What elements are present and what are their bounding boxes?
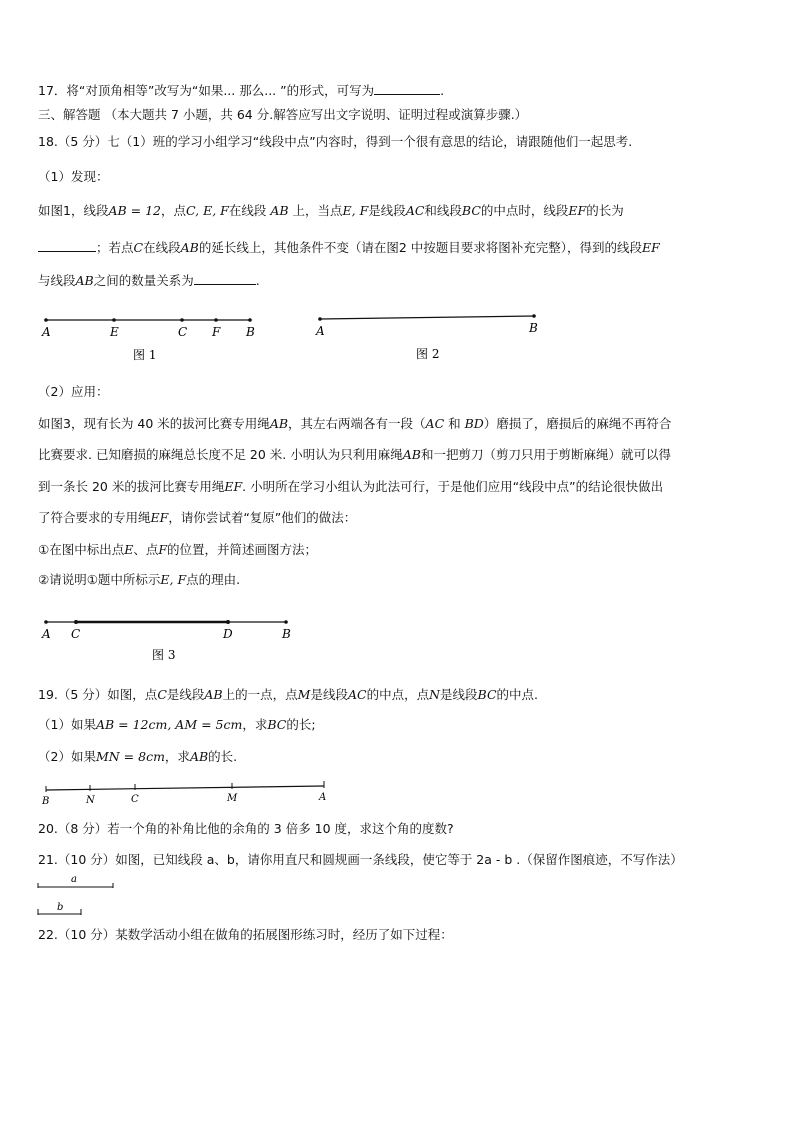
math: E, F bbox=[160, 572, 187, 587]
label-b: B bbox=[246, 325, 255, 339]
text: 的位置，并简述画图方法； bbox=[167, 542, 318, 557]
math: C, E, F bbox=[186, 203, 229, 218]
label-b: B bbox=[42, 796, 50, 807]
label-b: B bbox=[529, 321, 538, 335]
figure-3-caption: 图 3 bbox=[152, 648, 176, 662]
text: . 小明所在学习小组认为此法可行，于是他们应用“线段中点”的结论很快做出 bbox=[242, 479, 664, 494]
label-c: C bbox=[178, 325, 188, 339]
q18-part2-line2 bbox=[38, 447, 671, 463]
q18-part1-line2 bbox=[38, 239, 660, 256]
text: 的长. bbox=[208, 749, 238, 764]
text: ，求 bbox=[164, 749, 190, 764]
text: 在线段 bbox=[143, 240, 181, 255]
label-e: E bbox=[110, 325, 119, 339]
math: EF bbox=[568, 203, 587, 218]
figure-1-caption: 图 1 bbox=[133, 348, 157, 362]
q17-period: . bbox=[440, 83, 445, 98]
text: （2）如果 bbox=[38, 749, 96, 764]
q17-number: 17． bbox=[38, 83, 67, 98]
math: AC bbox=[425, 416, 445, 431]
math: C bbox=[157, 687, 167, 702]
math: AB bbox=[189, 749, 209, 764]
point-f bbox=[214, 318, 218, 322]
text: 与线段 bbox=[38, 273, 76, 288]
text: 在线段 bbox=[228, 203, 267, 218]
label-a: A bbox=[319, 792, 327, 803]
text: 的中点时，线段 bbox=[480, 203, 569, 218]
text: 之间的数量关系为 bbox=[93, 273, 194, 288]
point-b bbox=[532, 314, 536, 318]
q18-relation-blank[interactable] bbox=[194, 272, 256, 285]
text: 的长; bbox=[286, 717, 316, 732]
math: AB bbox=[75, 273, 94, 288]
text: ；若点 bbox=[96, 240, 134, 255]
text: ，请你尝试着“复原”他们的做法： bbox=[168, 510, 357, 525]
label-a: A bbox=[42, 627, 51, 641]
math: AB = 12cm, AM = 5cm bbox=[95, 717, 243, 732]
text: 如图3，现有长为 40 米的拔河比赛专用绳 bbox=[38, 416, 270, 431]
figure-3 bbox=[38, 612, 308, 668]
math: N bbox=[429, 687, 441, 702]
text: ，其左右两端各有一段（ bbox=[288, 416, 426, 431]
point-d bbox=[226, 620, 230, 624]
q19-heading bbox=[38, 687, 538, 703]
point-a bbox=[44, 620, 48, 624]
math: M bbox=[297, 687, 311, 702]
segment-b-label: b bbox=[57, 902, 64, 913]
segment-a-label: a bbox=[71, 874, 77, 885]
math: AC bbox=[405, 203, 425, 218]
q17-line bbox=[38, 82, 444, 99]
text: 的中点，点 bbox=[366, 687, 430, 702]
segment-ba bbox=[46, 786, 324, 790]
text: ①在图中标出点 bbox=[38, 542, 125, 557]
text: 19.（5 分）如图，点 bbox=[38, 687, 158, 702]
math: AB bbox=[180, 240, 199, 255]
text: 点的理由. bbox=[186, 572, 241, 587]
q18-part2-line1 bbox=[38, 416, 671, 432]
text: （1）如果 bbox=[38, 717, 96, 732]
q18-step1 bbox=[38, 542, 317, 558]
text: 的中点. bbox=[496, 687, 538, 702]
label-m: M bbox=[227, 793, 238, 804]
point-e bbox=[112, 318, 116, 322]
label-f: F bbox=[212, 325, 221, 339]
text: 是线段 bbox=[166, 687, 205, 702]
text: 是线段 bbox=[310, 687, 348, 702]
text: ②请说明①题中所标示 bbox=[38, 572, 161, 587]
label-b: B bbox=[282, 627, 291, 641]
text: 到一条长 20 米的拔河比赛专用绳 bbox=[38, 479, 225, 494]
label-d: D bbox=[223, 627, 233, 641]
math: EF bbox=[642, 240, 660, 255]
q18-part2-line3 bbox=[38, 479, 663, 495]
q18-part2-line4 bbox=[38, 510, 356, 526]
q19-part1 bbox=[38, 717, 316, 733]
label-c: C bbox=[131, 794, 139, 805]
math: AB bbox=[402, 447, 421, 462]
math: E bbox=[124, 542, 134, 557]
text: 上的一点，点 bbox=[222, 687, 298, 702]
math: AC bbox=[347, 687, 367, 702]
q17-answer-blank[interactable] bbox=[374, 82, 440, 95]
math: EF bbox=[150, 510, 169, 525]
q18-part2-title: （2）应用： bbox=[38, 384, 109, 399]
segment-ab bbox=[320, 316, 534, 319]
q18-heading: 18.（5 分）七（1）班的学习小组学习“线段中点”内容时，得到一个很有意思的结论，请跟随他们一起思考. bbox=[38, 134, 633, 149]
point-a bbox=[318, 317, 322, 321]
text: 比赛要求. 已知磨损的麻绳总长度不足 20 米. 小明认为只利用麻绳 bbox=[38, 447, 403, 462]
label-c: C bbox=[71, 627, 81, 641]
text: 和线段 bbox=[424, 203, 462, 218]
text: 了符合要求的专用绳 bbox=[38, 510, 151, 525]
text: 上，当点 bbox=[292, 203, 343, 218]
text: 和一把剪刀（剪刀只用于剪断麻绳）就可以得 bbox=[420, 447, 671, 462]
q18-step2 bbox=[38, 572, 240, 588]
math: BC bbox=[267, 717, 287, 732]
text: ）磨损了，磨损后的麻绳不再符合 bbox=[483, 416, 672, 431]
text: 是线段 bbox=[368, 203, 406, 218]
figure-1 bbox=[38, 308, 268, 368]
point-c bbox=[180, 318, 184, 322]
text: 是线段 bbox=[440, 687, 478, 702]
text: 的长为 bbox=[586, 203, 624, 218]
figure-2-caption: 图 2 bbox=[416, 347, 440, 361]
math: MN = 8cm bbox=[95, 749, 165, 764]
math: C bbox=[133, 240, 144, 255]
q18-ef-length-blank[interactable] bbox=[38, 239, 96, 252]
point-a bbox=[44, 318, 48, 322]
point-b bbox=[284, 620, 288, 624]
text: 如图1，线段 bbox=[38, 203, 109, 218]
q20-text: 20.（8 分）若一个角的补角比他的余角的 3 倍多 10 度，求这个角的度数? bbox=[38, 821, 454, 836]
point-c bbox=[74, 620, 78, 624]
math: AB = 12 bbox=[108, 203, 161, 218]
text: 的延长线上，其他条件不变（请在图2 中按题目要求将图补充完整），得到的线段 bbox=[198, 240, 643, 255]
q19-part2 bbox=[38, 749, 237, 765]
text: ，求 bbox=[242, 717, 268, 732]
math: AB bbox=[269, 416, 289, 431]
q19-figure bbox=[38, 778, 338, 810]
math: AB bbox=[270, 203, 289, 218]
math: BC bbox=[477, 687, 497, 702]
figure-2 bbox=[312, 306, 552, 368]
q17-text: 将“对顶角相等”改写为“如果... 那么... ”的形式，可写为 bbox=[66, 83, 375, 98]
q18-part1-line1 bbox=[38, 203, 624, 219]
math: E, F bbox=[342, 203, 369, 218]
text: 、点 bbox=[133, 542, 159, 557]
q18-part1-line3 bbox=[38, 272, 260, 289]
math: BC bbox=[461, 203, 481, 218]
text: . bbox=[255, 273, 260, 288]
q21-segments bbox=[36, 872, 126, 922]
point-b bbox=[248, 318, 252, 322]
math: EF bbox=[224, 479, 243, 494]
math: AB bbox=[204, 687, 223, 702]
math: BD bbox=[464, 416, 484, 431]
q22-text: 22.（10 分）某数学活动小组在做角的拓展图形练习时，经历了如下过程： bbox=[38, 927, 453, 942]
text: ，点 bbox=[161, 203, 187, 218]
label-n: N bbox=[86, 795, 95, 806]
label-a: A bbox=[316, 324, 325, 338]
section-3-title: 三、解答题 （本大题共 7 小题，共 64 分.解答应写出文字说明、证明过程或演算步骤.） bbox=[38, 107, 528, 122]
q18-part1-title: （1）发现： bbox=[38, 169, 109, 184]
q21-text: 21.（10 分）如图，已知线段 a、b，请你用直尺和圆规画一条线段，使它等于 2a - b .（保留作图痕迹，不写作法） bbox=[38, 852, 683, 867]
math: F bbox=[158, 542, 168, 557]
text: 和 bbox=[448, 416, 461, 431]
label-a: A bbox=[42, 325, 51, 339]
